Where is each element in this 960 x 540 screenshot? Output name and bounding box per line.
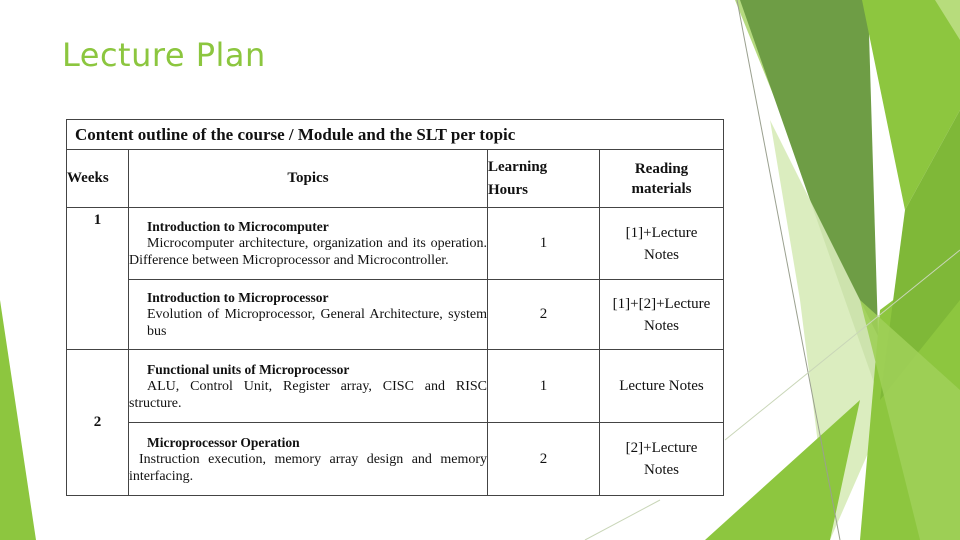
reading-line2: Notes xyxy=(644,462,679,478)
topic-cell xyxy=(129,208,488,280)
reading-line2: Notes xyxy=(644,246,679,263)
header-reading-line1: Reading xyxy=(634,160,689,177)
header-learning-line1: Learning xyxy=(488,158,548,175)
header-learning-line2: Hours xyxy=(488,181,529,198)
table-row xyxy=(67,350,724,423)
header-learning-hours xyxy=(488,150,600,208)
header-reading-line2: materials xyxy=(631,180,692,197)
table-row xyxy=(67,423,724,496)
topic-cell xyxy=(129,350,488,423)
topic-body: Instruction execution, memory array design and memory interfacing. xyxy=(129,451,487,484)
hours-cell: 2 xyxy=(488,280,600,350)
table-row xyxy=(67,280,724,350)
topic-title: Microprocessor Operation xyxy=(147,434,300,450)
topic-title: Functional units of Microprocessor xyxy=(147,361,350,377)
table-caption: Content outline of the course / Module and the SLT per topic xyxy=(67,120,724,150)
week-cell: 2 xyxy=(67,350,129,496)
topic-body: ALU, Control Unit, Register array, CISC and RISC structure. xyxy=(129,378,487,411)
reading-line1: [1]+Lecture xyxy=(625,224,698,241)
reading-line1: [2]+Lecture xyxy=(625,440,698,456)
reading-cell xyxy=(600,208,724,280)
topic-body: Microcomputer architecture, organization and its operation. Difference between Microprocessor and Microcontroller. xyxy=(129,236,487,268)
lecture-plan-table xyxy=(66,119,724,496)
slide-title: Lecture Plan xyxy=(62,36,266,74)
header-row xyxy=(67,150,724,208)
topic-title: Introduction to Microcomputer xyxy=(147,219,329,234)
reading-line2: Notes xyxy=(644,317,679,334)
topic-body: Evolution of Microprocessor, General Architecture, system bus xyxy=(147,307,487,339)
header-reading-materials xyxy=(600,150,724,208)
reading-line1: [1]+[2]+Lecture xyxy=(612,295,711,312)
topic-title: Introduction to Microprocessor xyxy=(147,290,329,305)
reading-cell xyxy=(600,350,724,423)
reading-cell xyxy=(600,280,724,350)
header-topics: Topics xyxy=(129,150,488,208)
topic-cell xyxy=(129,423,488,496)
reading-line1: Lecture Notes xyxy=(619,378,704,394)
hours-cell: 2 xyxy=(488,423,600,496)
reading-cell xyxy=(600,423,724,496)
hours-cell: 1 xyxy=(488,350,600,423)
table-row xyxy=(67,208,724,280)
hours-cell: 1 xyxy=(488,208,600,280)
topic-cell xyxy=(129,280,488,350)
week-cell: 1 xyxy=(67,208,129,350)
header-weeks: Weeks xyxy=(67,150,129,208)
